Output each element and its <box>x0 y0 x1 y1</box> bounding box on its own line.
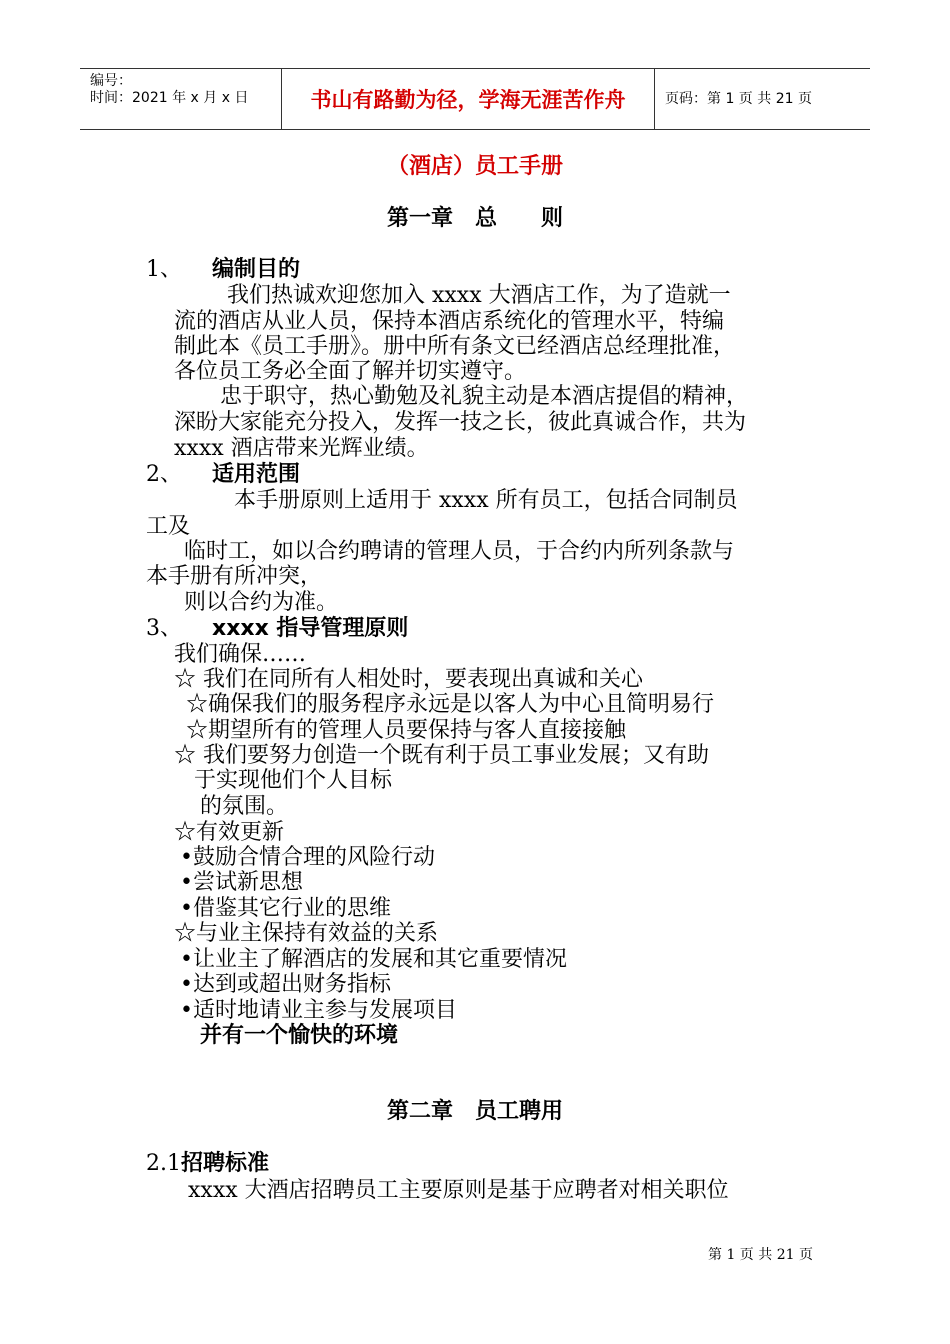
header-time-label: 时间：2021 年 x 月 x 日 <box>90 90 249 106</box>
paragraph-line: 本手册原则上适用于 xxxx 所有员工，包括合同制员 <box>234 488 738 513</box>
paragraph-line: 我们热诚欢迎您加入 xxxx 大酒店工作，为了造就一 <box>227 283 731 308</box>
page-footer: 第 1 页 共 21 页 <box>708 1247 813 1263</box>
list-item: •让业主了解酒店的发展和其它重要情况 <box>180 947 567 972</box>
header-left-cell <box>80 69 282 129</box>
section-3-number: 3、 <box>146 616 182 641</box>
paragraph-line: 流的酒店从业人员，保持本酒店系统化的管理水平，特编 <box>174 309 725 334</box>
section-2-1-heading <box>146 1151 269 1177</box>
list-item: •适时地请业主参与发展项目 <box>180 998 457 1023</box>
list-item: ☆ 我们在同所有人相处时，要表现出真诚和关心 <box>174 667 643 692</box>
header-number-label: 编号： <box>90 73 132 89</box>
section-2-1-number: 2.1 <box>146 1151 181 1176</box>
section-3-heading <box>146 616 408 642</box>
header-motto: 书山有路勤为径，学海无涯苦作舟 <box>310 88 626 112</box>
header-page-label: 页码：第 1 页 共 21 页 <box>665 91 812 107</box>
paragraph-line: 本手册有所冲突， <box>146 564 323 589</box>
list-item: •达到或超出财务指标 <box>180 972 391 997</box>
list-item: •借鉴其它行业的思维 <box>180 896 391 921</box>
paragraph-line: 临时工，如以合约聘请的管理人员，于合约内所列条款与 <box>184 539 735 564</box>
header-middle-cell <box>282 69 655 129</box>
chapter-2-title: 第二章 员工聘用 <box>386 1099 563 1124</box>
list-item: ☆有效更新 <box>174 820 285 845</box>
page-header <box>80 68 870 130</box>
section-2-1-title: 招聘标准 <box>181 1151 270 1176</box>
list-item: ☆与业主保持有效益的关系 <box>174 921 439 946</box>
paragraph-line: xxxx 酒店带来光辉业绩。 <box>174 436 429 461</box>
paragraph-line: 于实现他们个人目标 <box>194 768 393 793</box>
closing-line: 并有一个愉快的环境 <box>200 1023 399 1048</box>
section-1-title: 编制目的 <box>212 257 301 282</box>
paragraph-line: 制此本《员工手册》。册中所有条文已经酒店总经理批准， <box>174 334 736 359</box>
paragraph-line: 则以合约为准。 <box>184 590 339 615</box>
list-item: ☆确保我们的服务程序永远是以客人为中心且简明易行 <box>186 692 715 717</box>
chapter-1-title: 第一章 总 则 <box>386 206 563 231</box>
paragraph-line: 工及 <box>146 514 191 539</box>
section-1-heading <box>146 257 300 283</box>
list-item: ☆期望所有的管理人员要保持与客人直接接触 <box>186 718 627 743</box>
section-1-number: 1、 <box>146 257 182 282</box>
paragraph-line: 忠于职守，热心勤勉及礼貌主动是本酒店提倡的精神， <box>220 384 749 409</box>
section-2-title: 适用范围 <box>212 462 301 487</box>
paragraph-line: 的氛围。 <box>200 794 289 819</box>
document-title: （酒店）员工手册 <box>386 154 563 179</box>
list-item: ☆ 我们要努力创造一个既有利于员工事业发展；又有助 <box>174 743 709 768</box>
list-item: •尝试新思想 <box>180 870 303 895</box>
list-item: •鼓励合情合理的风险行动 <box>180 845 435 870</box>
paragraph-line: 各位员工务必全面了解并切实遵守。 <box>174 359 527 384</box>
paragraph-line: 深盼大家能充分投入，发挥一技之长，彼此真诚合作，共为 <box>174 410 747 435</box>
paragraph-line: xxxx 大酒店招聘员工主要原则是基于应聘者对相关职位 <box>188 1178 729 1203</box>
paragraph-line: 我们确保…… <box>174 642 307 667</box>
section-2-number: 2、 <box>146 462 182 487</box>
header-right-cell <box>655 69 870 129</box>
section-2-heading <box>146 462 300 488</box>
section-3-title: xxxx 指导管理原则 <box>212 616 409 641</box>
